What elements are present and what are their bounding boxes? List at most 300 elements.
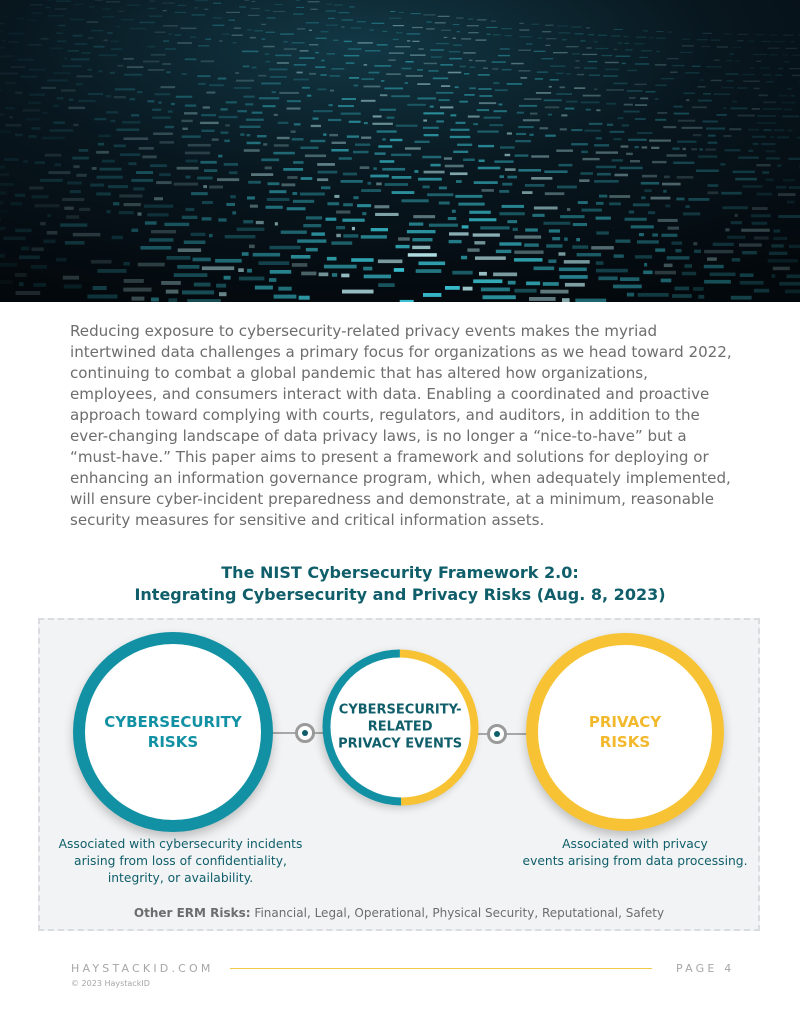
code-dash — [275, 222, 278, 225]
code-dash — [287, 176, 297, 179]
code-dash — [306, 216, 322, 219]
code-dash — [4, 237, 26, 241]
code-dash — [292, 192, 297, 195]
code-dash — [735, 214, 738, 217]
code-dash — [321, 60, 325, 62]
code-dash — [684, 92, 696, 94]
code-dash — [469, 211, 491, 214]
privacy-events-label: CYBERSECURITY- RELATED PRIVACY EVENTS — [338, 703, 463, 752]
code-dash — [89, 6, 95, 7]
code-dash — [87, 21, 99, 23]
code-dash — [149, 238, 173, 242]
code-dash — [412, 27, 423, 28]
code-dash — [499, 104, 503, 106]
code-dash — [57, 97, 64, 99]
code-dash — [108, 185, 128, 188]
code-dash — [522, 191, 533, 194]
code-dash — [112, 236, 123, 240]
code-dash — [566, 46, 579, 47]
code-dash — [213, 25, 225, 26]
code-dash — [583, 158, 600, 160]
code-dash — [473, 279, 502, 283]
code-dash — [765, 179, 773, 182]
code-dash — [294, 123, 301, 125]
code-dash — [652, 161, 666, 163]
code-dash — [229, 171, 238, 174]
code-dash — [118, 11, 125, 12]
code-dash — [226, 101, 237, 103]
code-dash — [5, 82, 16, 84]
code-dash — [377, 44, 388, 45]
code-dash — [385, 183, 408, 186]
code-dash — [341, 274, 349, 278]
code-dash — [328, 119, 341, 121]
code-dash — [661, 78, 674, 80]
code-dash — [221, 132, 229, 134]
code-dash — [303, 224, 321, 227]
code-dash — [573, 223, 587, 226]
code-dash — [217, 178, 239, 181]
code-dash — [752, 222, 768, 225]
code-dash — [626, 153, 633, 155]
code-dash — [643, 271, 652, 275]
code-dash — [273, 152, 295, 155]
code-dash — [411, 13, 421, 14]
code-dash — [309, 73, 316, 75]
code-dash — [642, 175, 657, 178]
code-dash — [124, 262, 130, 266]
code-dash — [564, 260, 590, 264]
code-dash — [559, 32, 571, 33]
code-dash — [766, 81, 773, 83]
code-dash — [79, 208, 90, 211]
code-dash — [65, 241, 85, 245]
code-dash — [153, 133, 173, 136]
code-dash — [459, 101, 468, 103]
code-dash — [430, 164, 440, 167]
code-dash — [661, 279, 672, 283]
code-dash — [54, 121, 65, 124]
code-dash — [776, 186, 787, 189]
code-dash — [252, 1, 256, 2]
code-dash — [407, 104, 426, 106]
code-dash — [184, 241, 206, 245]
code-dash — [727, 80, 734, 82]
code-dash — [373, 167, 376, 170]
code-dash — [136, 171, 153, 174]
code-dash — [635, 104, 647, 106]
code-dash — [729, 53, 734, 54]
code-dash — [162, 3, 175, 4]
code-dash — [672, 294, 692, 298]
code-dash — [372, 123, 393, 125]
code-dash — [560, 128, 567, 130]
code-dash — [469, 87, 476, 89]
code-dash — [661, 234, 677, 237]
code-dash — [493, 273, 517, 277]
code-dash — [343, 173, 357, 176]
code-dash — [138, 212, 142, 215]
code-dash — [342, 219, 364, 222]
code-dash — [309, 30, 312, 31]
code-dash — [76, 75, 92, 77]
code-dash — [251, 8, 260, 9]
code-dash — [456, 122, 466, 124]
code-dash — [640, 98, 648, 100]
code-dash — [262, 38, 266, 40]
code-dash — [62, 198, 84, 201]
code-dash — [204, 9, 208, 10]
code-dash — [797, 137, 800, 139]
code-dash — [545, 135, 556, 137]
code-dash — [456, 18, 463, 19]
code-dash — [124, 203, 141, 206]
code-dash — [440, 106, 453, 108]
code-dash — [502, 69, 512, 71]
code-dash — [375, 213, 399, 216]
code-dash — [316, 38, 327, 39]
code-dash — [27, 20, 37, 22]
code-dash — [524, 98, 542, 100]
code-dash — [177, 265, 199, 269]
code-dash — [453, 38, 456, 39]
code-dash — [519, 70, 531, 72]
code-dash — [458, 203, 484, 206]
code-dash — [48, 171, 70, 174]
code-dash — [282, 183, 296, 186]
code-dash — [328, 18, 335, 19]
code-dash — [518, 50, 531, 51]
code-dash — [93, 286, 107, 290]
code-dash — [278, 122, 289, 124]
code-dash — [164, 223, 189, 226]
code-dash — [714, 93, 730, 95]
code-dash — [685, 72, 699, 74]
code-dash — [405, 82, 409, 84]
other-erm-risks — [38, 906, 760, 920]
code-dash — [498, 55, 510, 56]
code-dash — [151, 230, 176, 233]
code-dash — [584, 67, 597, 69]
code-dash — [624, 111, 640, 113]
code-dash — [297, 28, 305, 29]
code-dash — [543, 282, 559, 286]
code-dash — [123, 58, 134, 60]
code-dash — [31, 265, 47, 269]
code-dash — [613, 285, 642, 289]
code-dash — [648, 211, 655, 214]
code-dash — [596, 151, 618, 153]
code-dash — [97, 269, 126, 273]
code-dash — [696, 170, 719, 173]
code-dash — [61, 89, 76, 91]
code-dash — [326, 53, 335, 55]
code-dash — [342, 98, 356, 100]
code-dash — [726, 60, 732, 61]
code-dash — [148, 100, 155, 102]
code-dash — [612, 159, 623, 161]
code-dash — [321, 186, 330, 189]
code-dash — [667, 58, 679, 59]
code-dash — [255, 286, 273, 290]
code-dash — [525, 228, 538, 231]
code-dash — [254, 30, 263, 31]
code-dash — [70, 19, 84, 21]
code-dash — [489, 124, 503, 126]
code-dash — [461, 38, 471, 39]
hero-image — [0, 0, 800, 302]
code-dash — [783, 179, 795, 182]
code-dash — [63, 276, 79, 280]
code-dash — [357, 21, 366, 22]
code-dash — [596, 217, 611, 220]
code-dash — [441, 85, 450, 87]
code-dash — [250, 205, 258, 208]
code-dash — [452, 210, 456, 213]
code-dash — [544, 170, 567, 173]
code-dash — [469, 60, 472, 62]
code-dash — [641, 182, 659, 185]
code-dash — [453, 45, 462, 46]
code-dash — [182, 73, 187, 75]
code-dash — [333, 40, 338, 41]
code-dash — [116, 26, 120, 28]
code-dash — [706, 66, 721, 67]
code-dash — [419, 48, 424, 49]
code-dash — [213, 3, 221, 4]
code-dash — [520, 77, 527, 79]
code-dash — [628, 139, 647, 141]
code-dash — [9, 116, 13, 119]
code-dash — [496, 250, 512, 253]
code-dash — [256, 221, 264, 224]
code-dash — [783, 35, 793, 36]
code-dash — [384, 88, 403, 90]
code-dash — [414, 141, 429, 143]
code-dash — [76, 174, 86, 177]
code-dash — [703, 33, 713, 34]
code-dash — [491, 21, 496, 22]
code-dash — [48, 15, 64, 17]
code-dash — [453, 24, 459, 25]
code-dash — [152, 109, 161, 111]
code-dash — [313, 118, 319, 120]
code-dash — [637, 132, 653, 134]
code-dash — [201, 114, 216, 116]
code-dash — [633, 203, 650, 206]
code-dash — [636, 37, 646, 38]
code-dash — [232, 42, 236, 44]
code-dash — [209, 84, 224, 86]
code-dash — [624, 43, 629, 44]
code-dash — [548, 260, 556, 264]
code-dash — [16, 18, 25, 20]
code-dash — [143, 61, 159, 63]
code-dash — [754, 289, 769, 293]
code-dash — [655, 271, 676, 275]
code-dash — [726, 73, 739, 75]
code-dash — [733, 171, 755, 174]
code-dash — [677, 176, 694, 179]
code-dash — [41, 38, 49, 40]
code-dash — [168, 298, 177, 302]
code-dash — [306, 248, 318, 252]
code-dash — [594, 41, 598, 42]
code-dash — [132, 297, 145, 301]
code-dash — [151, 298, 159, 302]
code-dash — [300, 147, 318, 150]
code-dash — [363, 267, 372, 271]
code-dash — [242, 51, 259, 53]
code-dash — [355, 144, 370, 146]
code-dash — [441, 30, 451, 31]
code-dash — [177, 167, 199, 170]
code-dash — [598, 277, 617, 281]
code-dash — [606, 89, 624, 91]
code-dash — [0, 113, 4, 116]
code-dash — [614, 254, 624, 257]
code-dash — [382, 168, 405, 171]
footer-page-number: PAGE 4 — [676, 962, 735, 975]
code-dash — [625, 218, 647, 221]
code-dash — [591, 246, 614, 249]
code-dash — [202, 217, 212, 220]
code-dash — [88, 69, 92, 71]
code-dash — [321, 31, 329, 32]
code-dash — [103, 40, 107, 42]
code-dash — [634, 84, 646, 86]
code-dash — [177, 42, 192, 44]
code-dash — [120, 153, 140, 156]
code-dash — [362, 78, 375, 80]
code-dash — [76, 83, 83, 85]
code-dash — [773, 237, 787, 240]
cybersecurity-risks-label: CYBERSECURITY RISKS — [104, 713, 242, 751]
code-dash — [678, 120, 695, 122]
code-dash — [507, 83, 522, 85]
code-dash — [708, 191, 719, 194]
code-dash — [213, 17, 222, 18]
code-dash — [400, 300, 414, 302]
code-dash — [683, 212, 700, 215]
code-dash — [301, 177, 313, 180]
code-dash — [763, 108, 782, 110]
code-dash — [95, 0, 103, 1]
code-dash — [463, 52, 475, 53]
code-dash — [622, 63, 626, 64]
code-dash — [754, 236, 769, 239]
code-dash — [777, 136, 789, 138]
code-dash — [344, 55, 360, 57]
code-dash — [698, 100, 712, 102]
code-dash — [735, 60, 739, 61]
code-dash — [370, 175, 389, 178]
code-dash — [130, 28, 147, 30]
code-dash — [26, 118, 41, 121]
code-dash — [464, 73, 469, 75]
code-dash — [166, 71, 170, 73]
code-dash — [235, 72, 239, 74]
code-dash — [51, 47, 64, 49]
code-dash — [243, 220, 253, 223]
code-dash — [487, 34, 491, 35]
code-dash — [344, 41, 352, 42]
code-dash — [449, 51, 460, 52]
code-dash — [704, 280, 731, 284]
code-dash — [270, 270, 292, 274]
code-dash — [390, 11, 395, 12]
code-dash — [130, 98, 135, 100]
code-dash — [473, 233, 500, 236]
code-dash — [123, 288, 151, 292]
code-dash — [270, 246, 301, 250]
connector-node-right — [487, 724, 507, 744]
code-dash — [158, 102, 161, 104]
code-dash — [550, 65, 565, 67]
code-dash — [341, 180, 363, 183]
code-dash — [407, 40, 410, 41]
code-dash — [731, 296, 752, 300]
code-dash — [392, 176, 412, 179]
code-dash — [598, 35, 608, 36]
code-dash — [779, 282, 800, 286]
code-dash — [194, 7, 198, 8]
code-dash — [693, 134, 701, 136]
code-dash — [475, 256, 506, 260]
code-dash — [364, 122, 368, 124]
code-dash — [257, 135, 267, 137]
code-dash — [786, 48, 797, 49]
code-dash — [724, 33, 731, 34]
code-dash — [649, 37, 654, 38]
code-dash — [423, 127, 439, 129]
code-dash — [759, 95, 768, 97]
code-dash — [73, 35, 83, 37]
code-dash — [778, 68, 783, 69]
code-dash — [708, 142, 718, 144]
code-dash — [508, 281, 516, 285]
code-dash — [534, 267, 555, 271]
code-dash — [96, 151, 109, 154]
code-dash — [566, 73, 570, 75]
code-dash — [771, 244, 783, 247]
code-dash — [11, 66, 26, 68]
code-dash — [265, 61, 270, 63]
code-dash — [114, 96, 126, 98]
code-dash — [35, 161, 46, 164]
code-dash — [788, 158, 800, 160]
code-dash — [552, 237, 560, 240]
code-dash — [699, 148, 703, 150]
code-dash — [436, 43, 449, 44]
code-dash — [118, 65, 124, 67]
footer-website: HAYSTACKID.COM — [71, 962, 214, 975]
code-dash — [348, 48, 361, 50]
code-dash — [154, 197, 163, 200]
code-dash — [682, 45, 694, 46]
code-dash — [409, 223, 423, 226]
code-dash — [560, 215, 584, 218]
code-dash — [430, 49, 444, 50]
code-dash — [218, 218, 226, 221]
code-dash — [263, 105, 276, 107]
code-dash — [331, 241, 352, 244]
code-dash — [273, 11, 285, 12]
code-dash — [329, 134, 338, 136]
code-dash — [412, 238, 432, 241]
code-dash — [182, 135, 201, 138]
code-dash — [219, 40, 222, 42]
